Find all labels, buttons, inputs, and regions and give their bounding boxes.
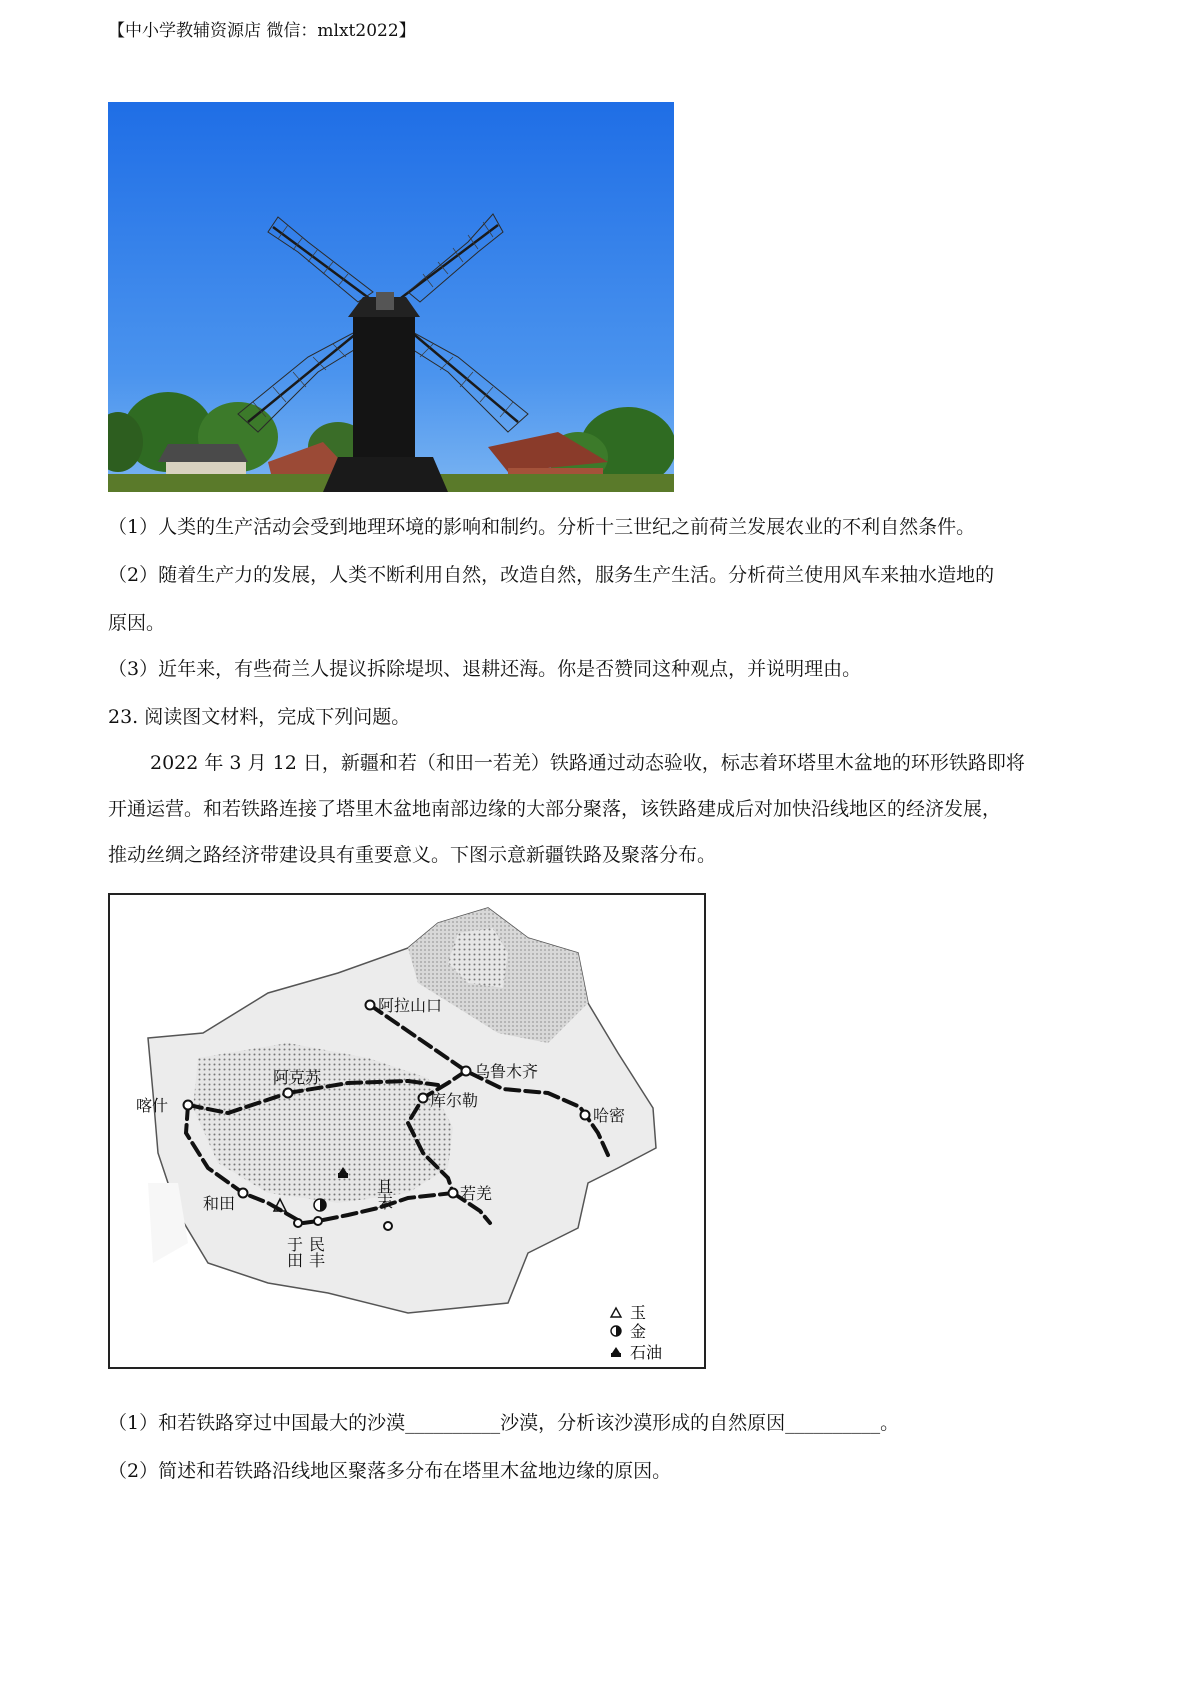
q23-material-line-3: 推动丝绸之路经济带建设具有重要意义。下图示意新疆铁路及聚落分布。	[108, 844, 717, 866]
city-marker-alashankou	[366, 1001, 375, 1010]
q22-question-1: （1）人类的生产活动会受到地理环境的影响和制约。分析十三世纪之前荷兰发展农业的不利自然条件。	[108, 516, 976, 538]
label-ruoqiang: 若羌	[460, 1184, 493, 1203]
city-marker-kashgar	[184, 1101, 193, 1110]
city-marker-minfeng	[314, 1217, 322, 1225]
q23-material-line-2: 开通运营。和若铁路连接了塔里木盆地南部边缘的大部分聚落，该铁路建成后对加快沿线地区的经济发展，	[108, 798, 1002, 820]
label-qiemo: 且末	[374, 1178, 394, 1210]
label-aksu: 阿克苏	[273, 1068, 322, 1087]
label-kashgar: 喀什	[136, 1096, 169, 1115]
city-marker-urumqi	[462, 1067, 471, 1076]
label-yutian: 于田	[284, 1236, 304, 1268]
q23-title: 23. 阅读图文材料，完成下列问题。	[108, 706, 411, 728]
label-hami: 哈密	[593, 1106, 626, 1125]
city-marker-korla	[419, 1094, 428, 1103]
q22-question-3: （3）近年来，有些荷兰人提议拆除堤坝、退耕还海。你是否赞同这种观点，并说明理由。	[108, 658, 862, 680]
city-marker-hami	[581, 1111, 590, 1120]
xinjiang-railway-map	[108, 893, 706, 1369]
label-hotan: 和田	[203, 1194, 236, 1213]
label-urumqi: 乌鲁木齐	[474, 1062, 539, 1081]
header-watermark: 【中小学教辅资源店 微信：mlxt2022】	[108, 21, 416, 41]
legend-oil: 石油	[630, 1343, 663, 1362]
q23-material-line-1: 2022 年 3 月 12 日，新疆和若（和田一若羌）铁路通过动态验收，标志着环塔里木盆地的环形铁路即将	[150, 752, 1025, 774]
legend-jade: 玉	[630, 1303, 647, 1322]
city-marker-aksu	[284, 1089, 293, 1098]
windmill-photo	[108, 102, 674, 492]
q22-question-2-cont: 原因。	[108, 612, 166, 634]
city-marker-yutian	[294, 1219, 302, 1227]
q23-question-2: （2）简述和若铁路沿线地区聚落多分布在塔里木盆地边缘的原因。	[108, 1460, 672, 1482]
q23-question-1: （1）和若铁路穿过中国最大的沙漠__________沙漠，分析该沙漠形成的自然原因__________。	[108, 1412, 900, 1434]
city-marker-hotan	[239, 1189, 248, 1198]
label-korla: 库尔勒	[430, 1091, 479, 1110]
label-alashankou: 阿拉山口	[378, 996, 443, 1015]
label-minfeng: 民丰	[306, 1236, 326, 1268]
legend-gold: 金	[630, 1322, 647, 1341]
city-marker-qiemo	[384, 1222, 392, 1230]
city-marker-ruoqiang	[449, 1189, 458, 1198]
q22-question-2: （2）随着生产力的发展，人类不断利用自然，改造自然，服务生产生活。分析荷兰使用风车来抽水造地的	[108, 564, 995, 586]
